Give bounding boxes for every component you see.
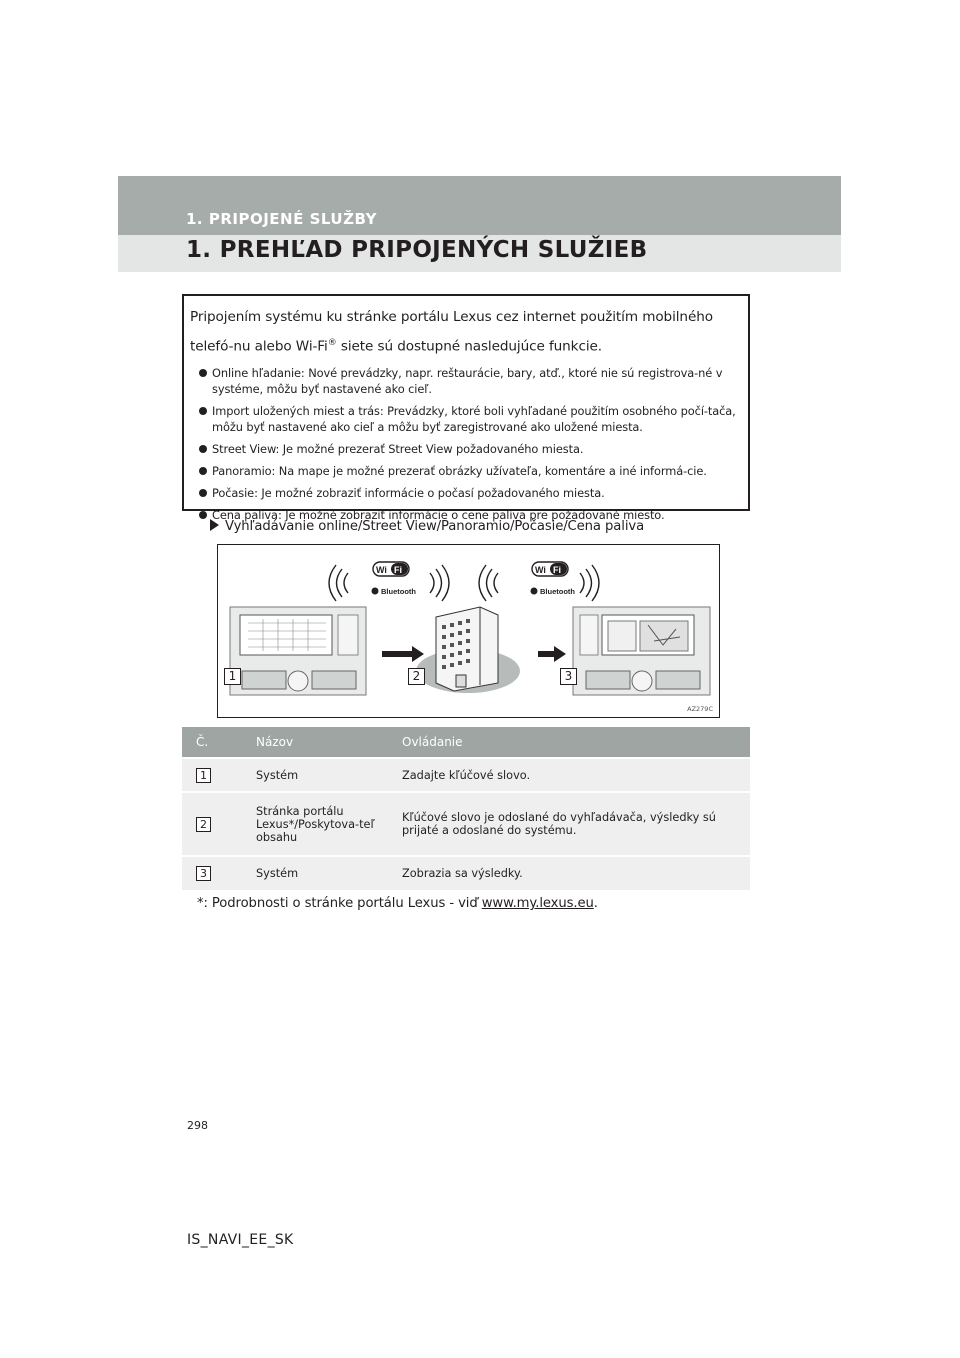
bullet-icon — [199, 445, 207, 453]
feature-list — [190, 365, 738, 523]
row-name: Stránka portálu Lexus*/Poskytova-teľ obsahu — [246, 792, 402, 856]
wifi-logo-icon — [373, 562, 409, 576]
bullet-icon — [199, 407, 207, 415]
intro-box — [182, 294, 750, 522]
registered-mark: ® — [327, 338, 337, 348]
list-item: Počasie: Je možné zobraziť informácie o počasí požadovaného miesta. — [190, 485, 738, 501]
bullet-icon — [199, 511, 207, 519]
page-number: 298 — [187, 1119, 208, 1132]
svg-text:Wi: Wi — [376, 565, 387, 575]
list-item: Cena paliva: Je možné zobraziť informácie o cene paliva pre požadované miesto. — [190, 507, 738, 523]
portal-link[interactable]: www.my.lexus.eu — [481, 896, 594, 911]
intro-text: Pripojením systému ku stránke portálu Lexus cez internet použitím mobilného telefó-nu alebo Wi-Fi® siete sú dostupné nasledujúce funkcie. — [190, 309, 713, 355]
table-row — [182, 856, 750, 890]
header-name: Názov — [246, 727, 402, 758]
row-number: 2 — [196, 817, 211, 832]
right-dashboard-icon — [573, 607, 710, 695]
server-building-icon — [416, 607, 520, 693]
svg-text:Fi: Fi — [553, 565, 561, 575]
callout-1: 1 — [224, 668, 241, 685]
row-description: Zadajte kľúčové slovo. — [402, 758, 750, 792]
illustration-drawing — [218, 545, 721, 719]
list-item: Panoramio: Na mape je možné prezerať obrázky užívateľa, komentáre a iné informá-cie. — [190, 463, 738, 479]
row-name: Systém — [246, 856, 402, 890]
table-row — [182, 758, 750, 792]
wifi-logo-icon — [532, 562, 568, 576]
bullet-icon — [199, 489, 207, 497]
list-item: Street View: Je možné prezerať Street View požadovaného miesta. — [190, 441, 738, 457]
footnote: *: Podrobnosti o stránke portálu Lexus - viď www.my.lexus.eu. — [197, 896, 598, 911]
figure-code: AZ279C — [687, 705, 713, 713]
row-name: Systém — [246, 758, 402, 792]
list-item: Online hľadanie: Nové prevádzky, napr. reštaurácie, bary, atď., ktoré nie sú registrova-né v systéme, môžu byť nastavené ako cieľ. — [190, 365, 738, 397]
row-number: 3 — [196, 866, 211, 881]
left-dashboard-icon — [230, 607, 366, 695]
row-number: 1 — [196, 768, 211, 783]
subheading: Vyhľadávanie online/Street View/Panoramio/Počasie/Cena paliva — [210, 519, 644, 534]
svg-text:Fi: Fi — [394, 565, 402, 575]
services-table — [182, 727, 750, 890]
table-row — [182, 792, 750, 856]
bullet-icon — [199, 369, 207, 377]
callout-2: 2 — [408, 668, 425, 685]
list-item: Import uložených miest a trás: Prevádzky, ktoré boli vyhľadané použitím osobného počí-tača, môžu byť nastavené ako cieľ a môžu byť zaregistrované ako uložené miesta. — [190, 403, 738, 435]
bullet-icon — [199, 467, 207, 475]
svg-text:Wi: Wi — [535, 565, 546, 575]
page-title: 1. PREHĽAD PRIPOJENÝCH SLUŽIEB — [186, 237, 648, 263]
svg-text:Bluetooth: Bluetooth — [540, 587, 575, 596]
section-label: 1. PRIPOJENÉ SLUŽBY — [186, 210, 377, 228]
arrow-right-icon — [382, 646, 424, 662]
document-code: IS_NAVI_EE_SK — [187, 1232, 294, 1248]
row-description: Kľúčové slovo je odoslané do vyhľadávača, výsledky sú prijaté a odoslané do systému. — [402, 792, 750, 856]
header-operation: Ovládanie — [402, 727, 750, 758]
header-number: Č. — [182, 727, 246, 758]
row-description: Zobrazia sa výsledky. — [402, 856, 750, 890]
svg-text:Bluetooth: Bluetooth — [381, 587, 416, 596]
arrow-right-icon — [538, 646, 566, 662]
callout-3: 3 — [560, 668, 577, 685]
table-header-row — [182, 727, 750, 758]
bluetooth-logo-icon — [372, 587, 417, 596]
bluetooth-logo-icon — [531, 587, 576, 596]
triangle-bullet-icon — [210, 519, 219, 531]
illustration — [217, 544, 720, 718]
